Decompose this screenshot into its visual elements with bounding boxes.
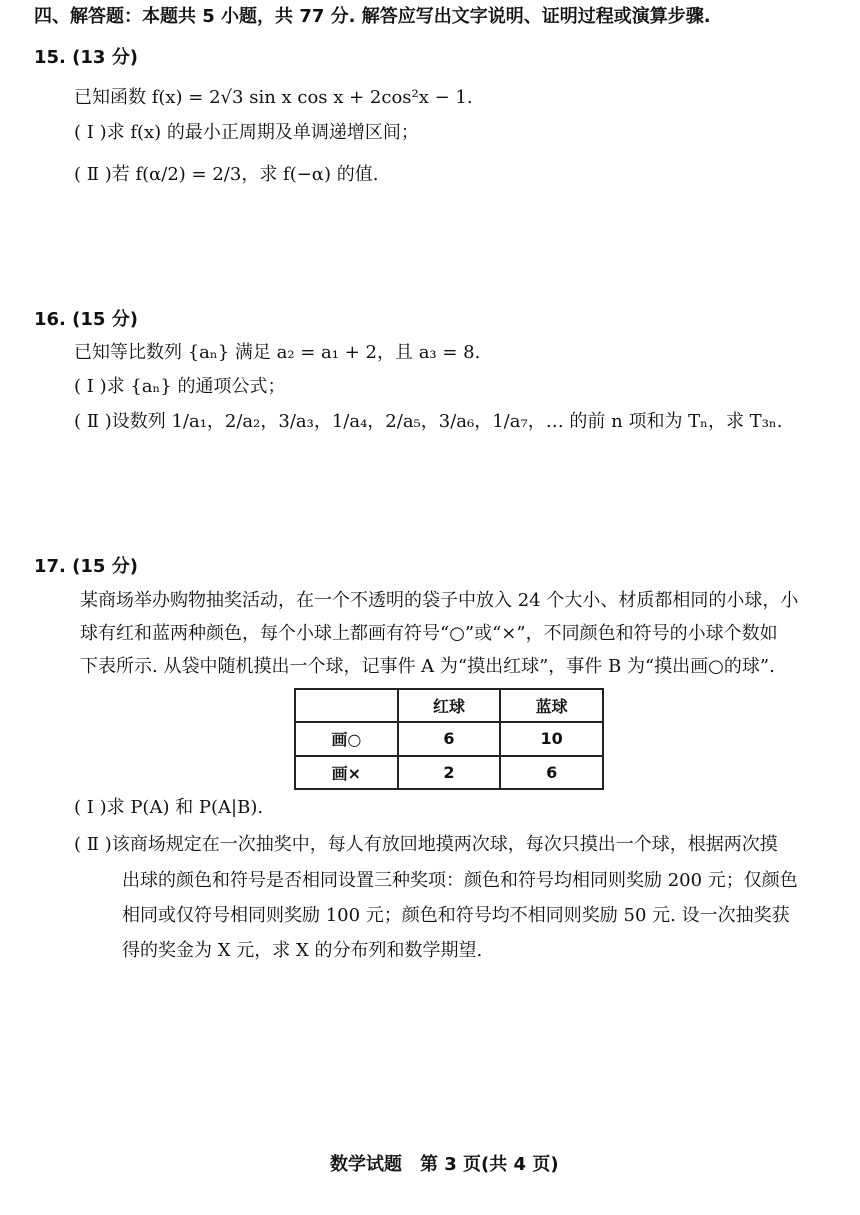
question-16-line-3: ( Ⅱ )设数列 1/a₁，2/a₂，3/a₃，1/a₄，2/a₅，3/a₆，1/a₇，… 的前 n 项和为 Tₙ，求 T₃ₙ.: [74, 411, 783, 432]
table-header-blue: 蓝球: [500, 689, 603, 722]
question-17-line-5: ( Ⅱ )该商场规定在一次抽奖中，每人有放回地摸两次球，每次只摸出一个球，根据两次摸: [74, 834, 778, 855]
section-title: 四、解答题：本题共 5 小题，共 77 分. 解答应写出文字说明、证明过程或演算步骤.: [34, 6, 711, 27]
question-17-line-6: 出球的颜色和符号是否相同设置三种奖项：颜色和符号均相同则奖励 200 元；仅颜色: [122, 870, 798, 891]
question-15-label: 15. (13 分): [34, 47, 138, 68]
question-17-line-7: 相同或仅符号相同则奖励 100 元；颜色和符号均不相同则奖励 50 元. 设一次抽奖获: [122, 905, 790, 926]
question-17-line-2: 球有红和蓝两种颜色，每个小球上都画有符号“○”或“×”，不同颜色和符号的小球个数如: [80, 623, 778, 644]
question-15-line-3: ( Ⅱ )若 f(α/2) = 2/3，求 f(−α) 的值.: [74, 164, 379, 185]
question-16-line-2: ( Ⅰ )求 {aₙ} 的通项公式；: [74, 376, 286, 397]
table-row-cross-red: 2: [398, 756, 501, 789]
question-17-label: 17. (15 分): [34, 556, 138, 577]
question-17-line-4: ( Ⅰ )求 P(A) 和 P(A|B).: [74, 797, 264, 818]
question-15-line-2: ( Ⅰ )求 f(x) 的最小正周期及单调递增区间；: [74, 122, 419, 143]
question-15-line-1: 已知函数 f(x) = 2√3 sin x cos x + 2cos²x − 1.: [74, 87, 473, 108]
question-17-line-1: 某商场举办购物抽奖活动，在一个不透明的袋子中放入 24 个大小、材质都相同的小球，小: [80, 590, 799, 611]
page-footer: 数学试题 第 3 页(共 4 页): [330, 1154, 559, 1175]
table-row-cross-blue: 6: [500, 756, 603, 789]
question-16-line-1: 已知等比数列 {aₙ} 满足 a₂ = a₁ + 2，且 a₃ = 8.: [74, 342, 481, 363]
table-header-red: 红球: [398, 689, 501, 722]
table-row-circle-blue: 10: [500, 722, 603, 755]
table-row-circle-label: 画○: [295, 722, 398, 755]
ball-distribution-table: [294, 688, 604, 790]
question-17-line-8: 得的奖金为 X 元，求 X 的分布列和数学期望.: [122, 940, 483, 961]
table-row-cross-label: 画×: [295, 756, 398, 789]
table-header-empty: [295, 689, 398, 722]
question-17-line-3: 下表所示. 从袋中随机摸出一个球，记事件 A 为“摸出红球”，事件 B 为“摸出画○的球”.: [80, 656, 775, 677]
question-16-label: 16. (15 分): [34, 309, 138, 330]
table-row-circle-red: 6: [398, 722, 501, 755]
